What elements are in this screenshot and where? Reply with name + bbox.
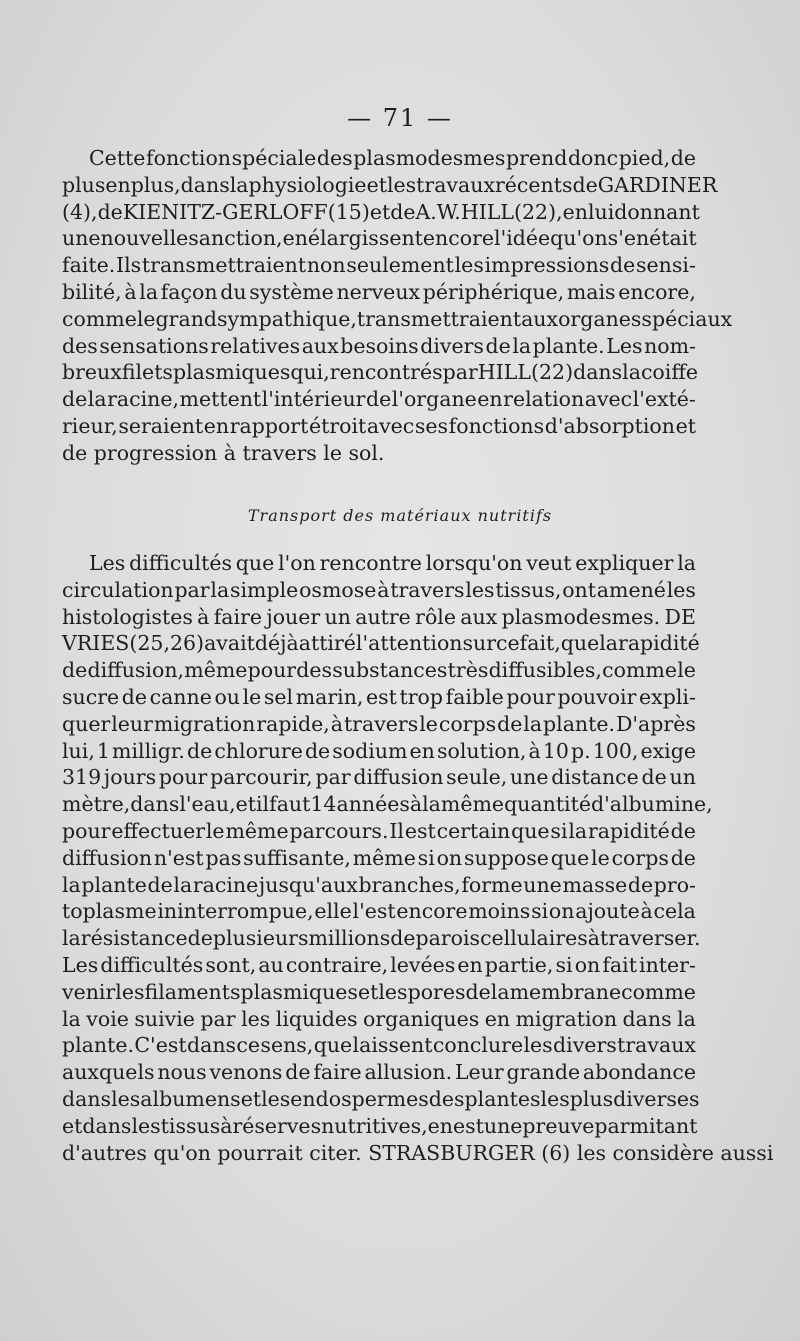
text-line: une nouvelle sanction, en élargissent encore l'idée qu'on s'en était xyxy=(62,226,697,251)
text-line: de progression à travers le sol. xyxy=(62,440,385,465)
text-line: mètre, dans l'eau, et il faut 14 années à la même quantité d'albumine, xyxy=(62,792,713,817)
text-line: histologistes à faire jouer un autre rôle aux plasmodesmes. DE xyxy=(62,604,696,629)
text-line: et dans les tissus à réserves nutritives, en est une preuve parmi tant xyxy=(62,1113,698,1138)
text-line: bilité, à la façon du système nerveux périphérique, mais encore, xyxy=(62,279,696,304)
paragraph-transport xyxy=(62,550,774,1166)
text-line: dans les albumens et les endospermes des plantes les plus diverses xyxy=(62,1086,700,1111)
text-line: circulation par la simple osmose à travers les tissus, ont amené les xyxy=(62,577,696,602)
text-line: breux filets plasmiques qui, rencontrés par HILL (22) dans la coiffe xyxy=(62,360,699,385)
text-line: (4), de KIENITZ-GERLOFF (15) et de A. W. HILL (22), en lui donnant xyxy=(62,199,700,224)
text-line: plus en plus, dans la physiologie et les travaux récents de GARDINER xyxy=(62,172,718,197)
text-line: plante. C'est dans ce sens, que laissent conclure les divers travaux xyxy=(62,1033,696,1058)
text-line: toplasme ininterrompue, elle l'est encore moins si on ajoute à cela xyxy=(62,899,696,924)
text-line: de la racine, mettent l'intérieur de l'organe en relation avec l'exté- xyxy=(62,387,696,412)
text-line: VRIES (25, 26) avait déjà attiré l'attention sur ce fait, que la rapidité xyxy=(62,631,700,656)
paragraph-plasmodesmes-function xyxy=(62,145,733,467)
text-line: comme le grand sympathique, transmettraient aux organes spéciaux xyxy=(62,306,733,331)
text-line: venir les filaments plasmiques et les pores de la membrane comme xyxy=(62,979,696,1004)
text-line: faite. Ils transmettraient non seulement les impressions de sensi- xyxy=(62,253,696,278)
text-line: d'autres qu'on pourrait citer. STRASBURGER (6) les considère aussi xyxy=(62,1140,774,1165)
text-line: 319 jours pour parcourir, par diffusion seule, une distance de un xyxy=(62,765,696,790)
text-line: de diffusion, même pour des substances très diffusibles, comme le xyxy=(62,658,696,683)
text-line: quer leur migration rapide, à travers le corps de la plante. D'après xyxy=(62,711,696,736)
text-line: Cette fonction spéciale des plasmodesmes prend donc pied, de xyxy=(89,146,696,170)
text-line: la résistance de plusieurs millions de parois cellulaires à traverser. xyxy=(62,926,701,951)
text-line: des sensations relatives aux besoins divers de la plante. Les nom- xyxy=(62,333,696,358)
page-number: — 71 — xyxy=(347,104,453,132)
text-line: la plante de la racine jusqu'aux branches, forme une masse de pro- xyxy=(62,872,696,897)
text-line: rieur, seraient en rapport étroit avec ses fonctions d'absorption et xyxy=(62,413,696,438)
text-line: auxquels nous venons de faire allusion. Leur grande abondance xyxy=(62,1060,696,1085)
text-line: sucre de canne ou le sel marin, est trop faible pour pouvoir expli- xyxy=(62,684,696,709)
text-line: Les difficultés sont, au contraire, levées en partie, si on fait inter- xyxy=(62,952,696,977)
text-line: la voie suivie par les liquides organiques en migration dans la xyxy=(62,1006,696,1031)
section-title: Transport des matériaux nutritifs xyxy=(247,506,553,525)
text-line: pour effectuer le même parcours. Il est certain que si la rapidité de xyxy=(62,818,696,843)
text-line: Les difficultés que l'on rencontre lorsqu'on veut expliquer la xyxy=(89,551,696,575)
text-line: lui, 1 milligr. de chlorure de sodium en solution, à 10 p. 100, exige xyxy=(62,738,696,763)
text-line: diffusion n'est pas suffisante, même si on suppose que le corps de xyxy=(62,845,696,870)
